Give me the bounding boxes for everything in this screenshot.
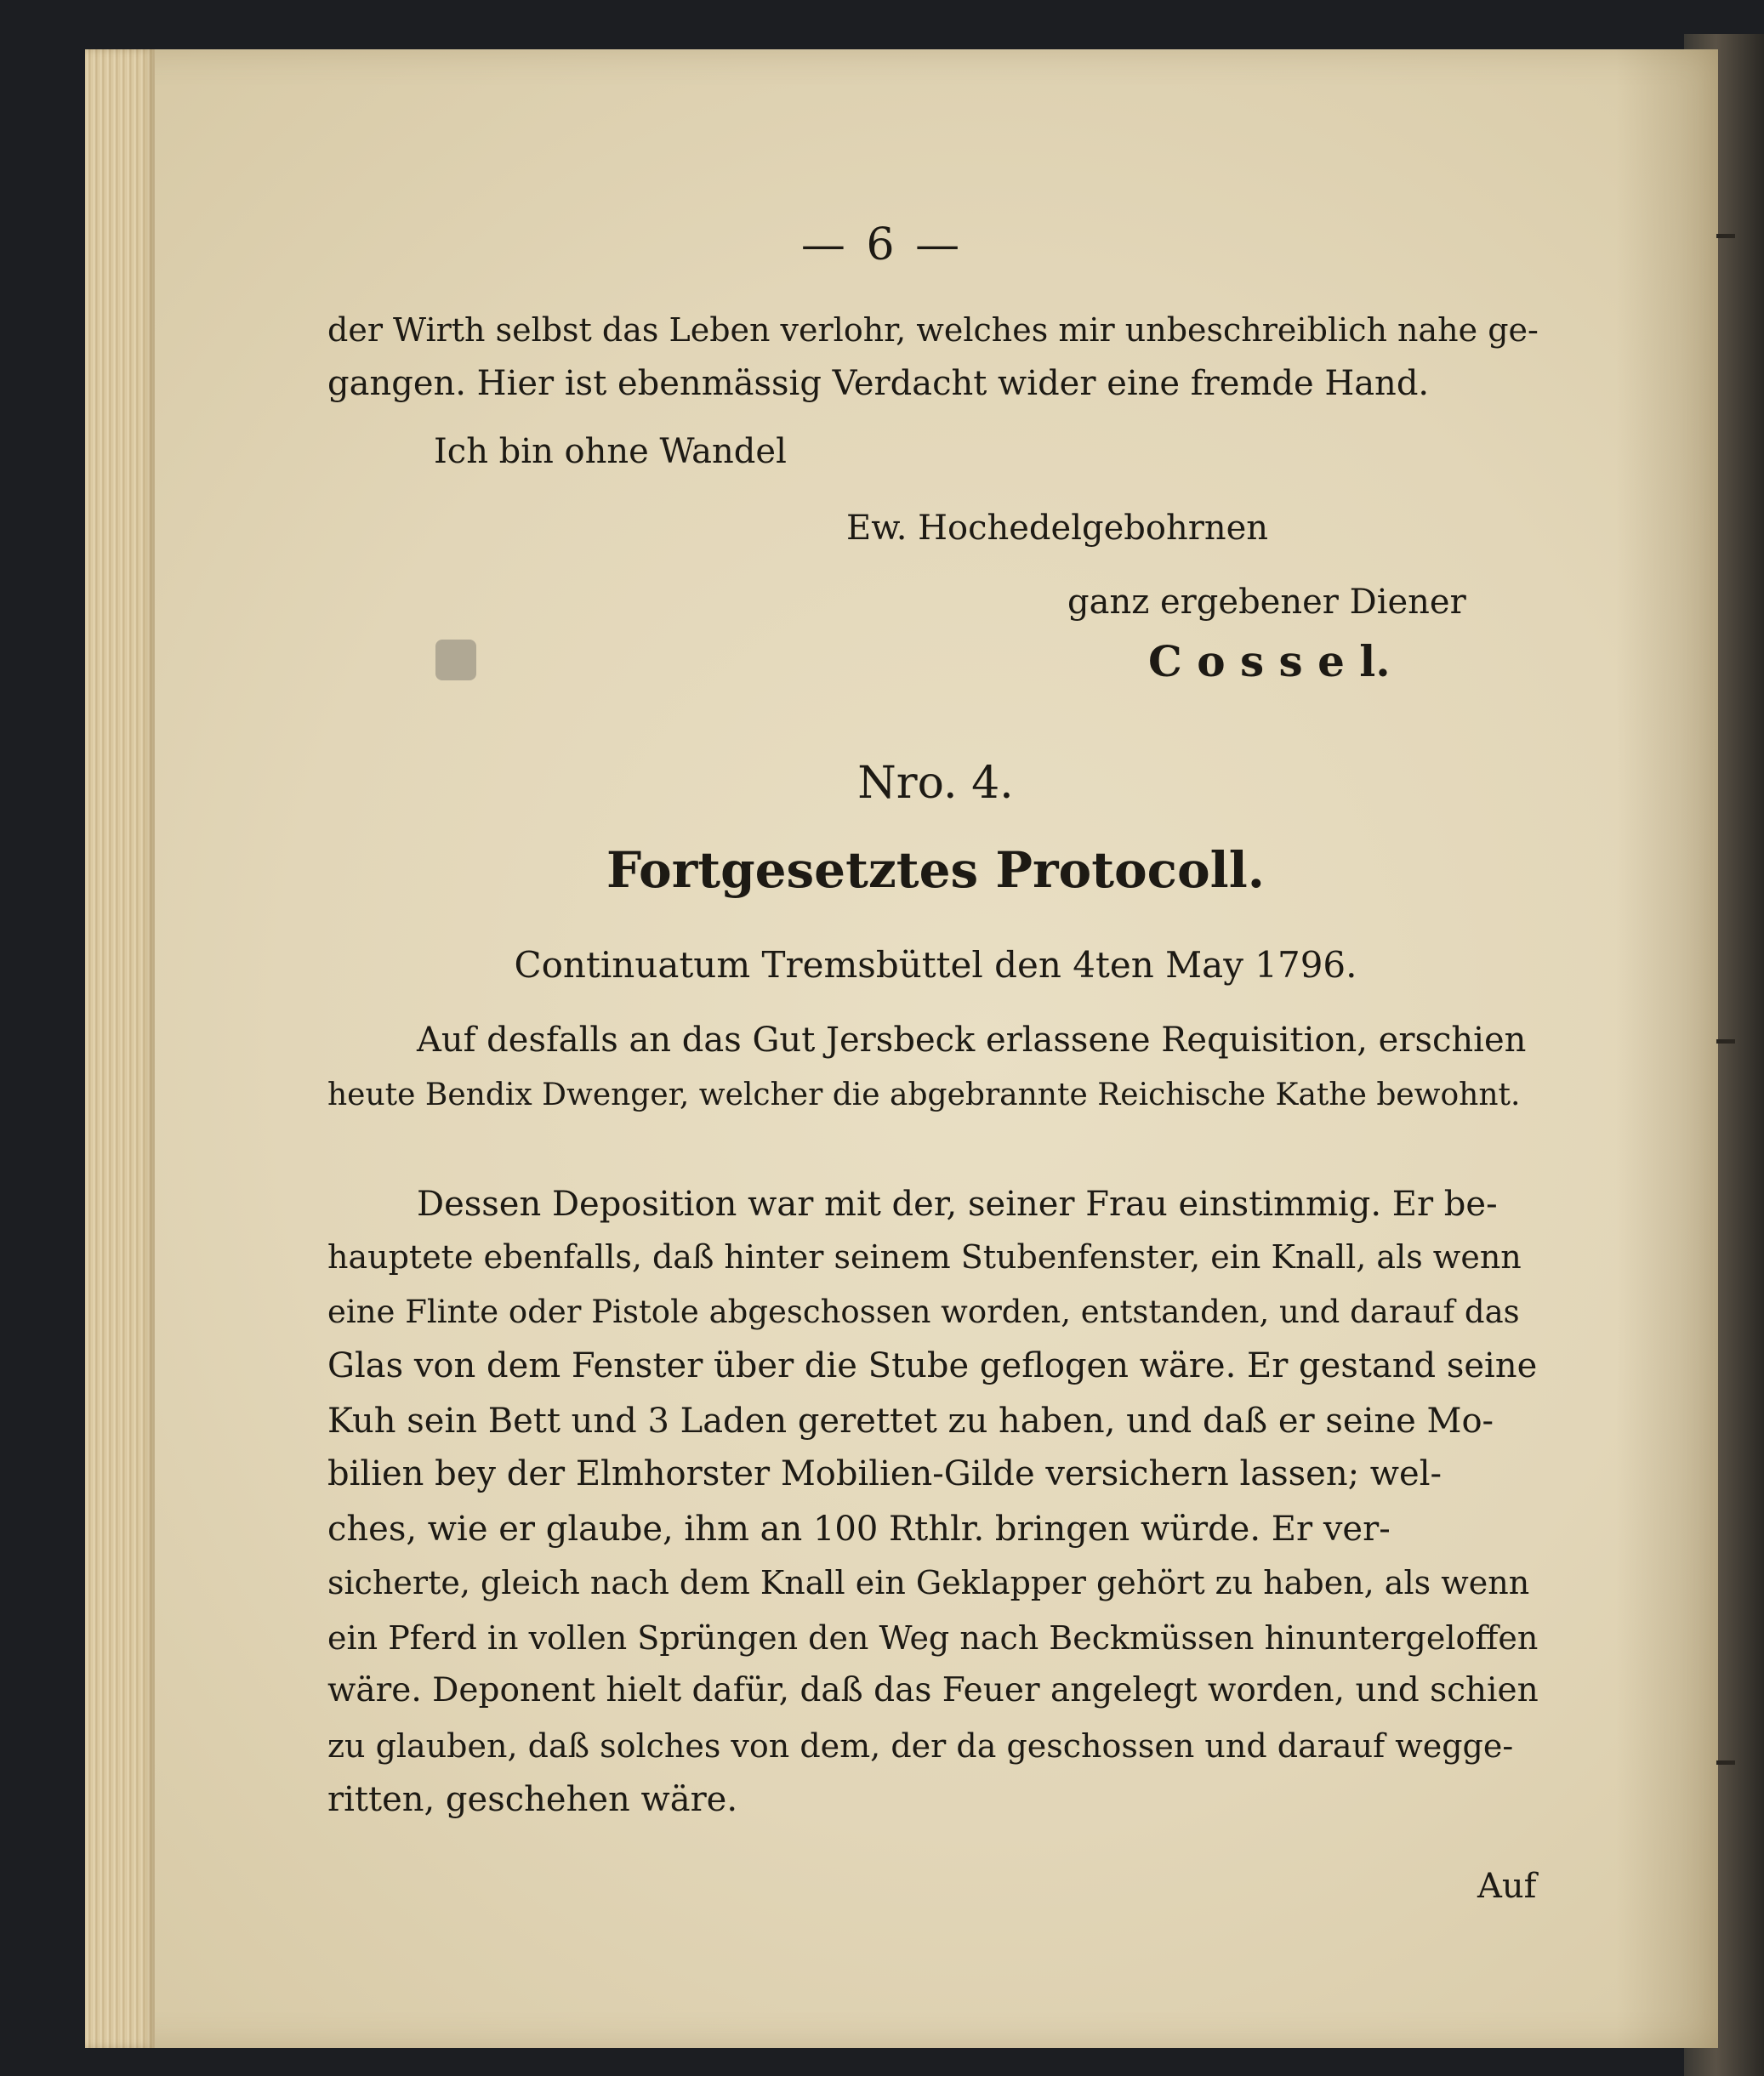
- page-number: — 6 —: [800, 219, 964, 270]
- text-line: ches, wie er glaube, ihm an 100 Rthlr. bringen würde. Er ver-: [327, 1510, 1391, 1549]
- closing-salutation: Ew. Hochedelgebohrnen: [846, 509, 1269, 548]
- catchword: Auf: [1477, 1867, 1537, 1906]
- text-line: eine Flinte oder Pistole abgeschossen worden, entstanden, und darauf das: [327, 1294, 1520, 1330]
- closing-greeting: Ich bin ohne Wandel: [434, 432, 787, 471]
- dateline: Continuatum Tremsbüttel den 4ten May 1796.: [514, 944, 1357, 986]
- text-line: Glas von dem Fenster über die Stube geflogen wäre. Er gestand seine: [327, 1346, 1538, 1385]
- text-line: heute Bendix Dwenger, welcher die abgebrannte Reichische Kathe bewohnt.: [327, 1078, 1521, 1112]
- text-line: Auf desfalls an das Gut Jersbeck erlassene Requisition, erschien: [417, 1021, 1527, 1060]
- section-title: Fortgesetztes Protocoll.: [606, 841, 1265, 899]
- closing-servant: ganz ergebener Diener: [1067, 583, 1466, 622]
- text-line: Dessen Deposition war mit der, seiner Frau einstimmig. Er be-: [417, 1185, 1498, 1224]
- text-line: wäre. Deponent hielt dafür, daß das Feuer angelegt worden, und schien: [327, 1671, 1539, 1709]
- signature: C o s s e l.: [1148, 636, 1391, 686]
- text-line: sicherte, gleich nach dem Knall ein Geklapper gehört zu haben, als wenn: [327, 1564, 1530, 1601]
- text-line: gangen. Hier ist ebenmässig Verdacht wider eine fremde Hand.: [327, 364, 1430, 403]
- page-tick-mark: [1716, 1760, 1735, 1765]
- library-stamp-mark: [435, 640, 476, 680]
- section-number: Nro. 4.: [857, 758, 1014, 809]
- text-line: zu glauben, daß solches von dem, der da geschossen und darauf wegge-: [327, 1727, 1514, 1765]
- text-line: bilien bey der Elmhorster Mobilien-Gilde versichern lassen; wel-: [327, 1454, 1442, 1493]
- page-gutter: [85, 49, 155, 2048]
- text-line: ritten, geschehen wäre.: [327, 1780, 738, 1819]
- text-line: hauptete ebenfalls, daß hinter seinem Stubenfenster, ein Knall, als wenn: [327, 1238, 1522, 1276]
- text-line: ein Pferd in vollen Sprüngen den Weg nach Beckmüssen hinuntergeloffen: [327, 1619, 1539, 1657]
- page-tick-mark: [1716, 1039, 1735, 1044]
- page-edge-shadow: [1616, 49, 1718, 2048]
- text-line: Kuh sein Bett und 3 Laden gerettet zu haben, und daß er seine Mo-: [327, 1402, 1494, 1441]
- text-line: der Wirth selbst das Leben verlohr, welches mir unbeschreiblich nahe ge-: [327, 311, 1539, 349]
